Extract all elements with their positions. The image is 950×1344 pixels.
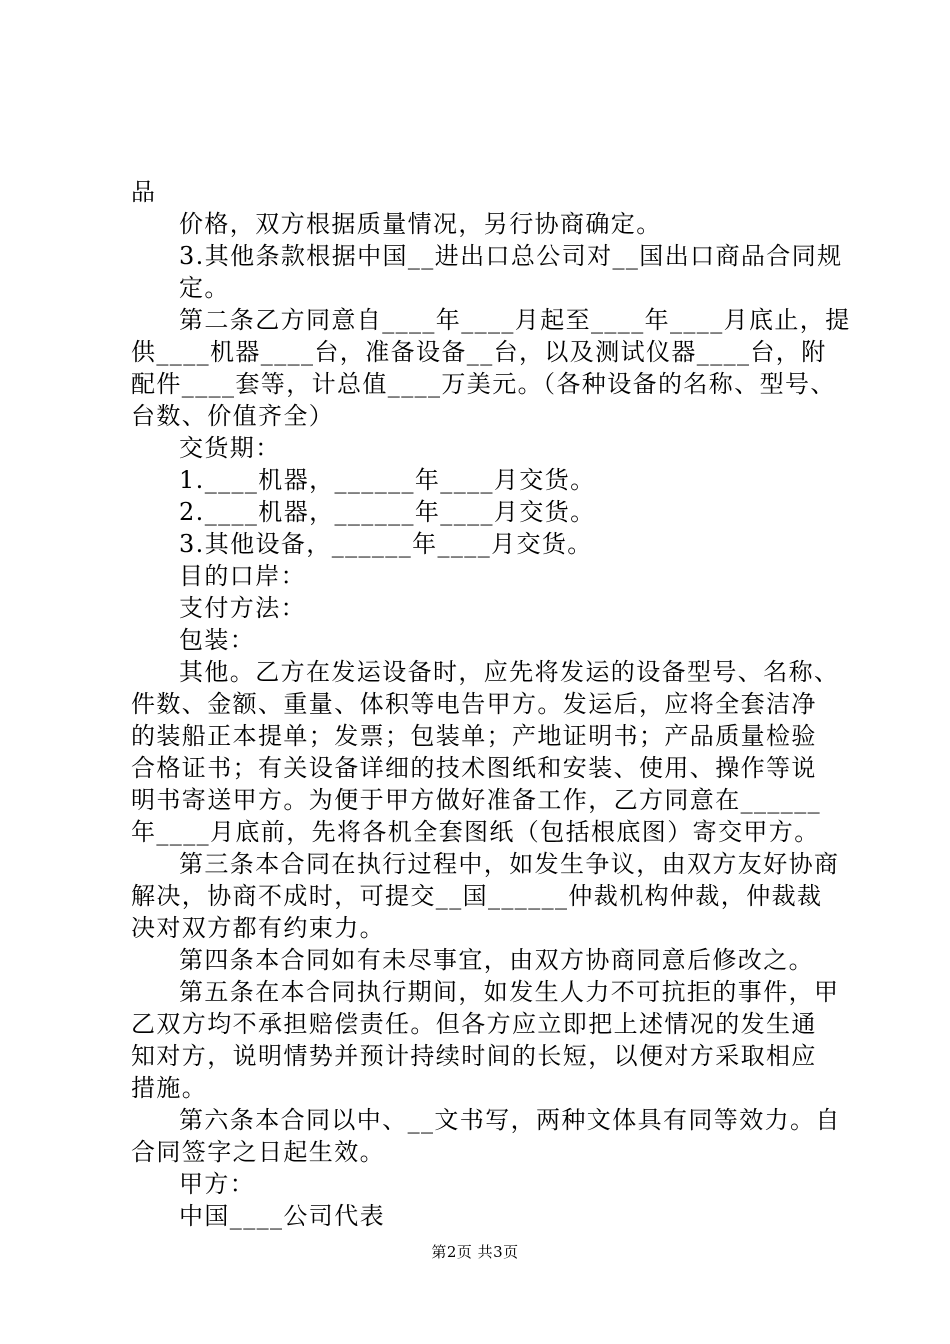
contract-line: 第六条本合同以中、__文书写，两种文体具有同等效力。自 [179,1106,841,1134]
contract-line: 的装船正本提单；发票；包装单；产地证明书；产品质量检验 [131,722,817,750]
contract-line: 知对方，说明情势并预计持续时间的长短，以便对方采取相应 [131,1042,817,1070]
contract-line: 供____机器____台，准备设备__台，以及测试仪器____台，附 [131,338,827,366]
contract-line: 交货期： [179,434,281,462]
contract-line: 件数、金额、重量、体积等电告甲方。发运后，应将全套洁净 [131,690,817,718]
contract-line: 目的口岸： [179,562,306,590]
contract-line: 第三条本合同在执行过程中，如发生争议，由双方友好协商 [179,850,840,878]
contract-line: 3.其他设备，______年____月交货。 [179,530,593,558]
contract-line: 解决，协商不成时，可提交__国______仲裁机构仲裁，仲裁裁 [131,882,823,910]
contract-line: 品 [131,178,157,206]
contract-body [131,176,851,1232]
contract-line: 年____月底前，先将各机全套图纸（包括根底图）寄交甲方。 [131,818,820,846]
contract-line: 乙双方均不承担赔偿责任。但各方应立即把上述情况的发生通 [131,1010,817,1038]
contract-line: 定。 [179,274,230,302]
page-number-footer: 第2页 共3页 [431,1243,519,1261]
contract-line: 第四条本合同如有未尽事宜，由双方协商同意后修改之。 [179,946,814,974]
contract-line: 3.其他条款根据中国__进出口总公司对__国出口商品合同规 [179,242,843,270]
contract-line: 中国____公司代表 [179,1202,385,1230]
contract-line: 台数、价值齐全） [131,402,335,430]
contract-line: 1.____机器，______年____月交货。 [179,466,596,494]
contract-line: 合格证书；有关设备详细的技术图纸和安装、使用、操作等说 [131,754,817,782]
contract-line: 甲方： [179,1170,256,1198]
contract-line: 支付方法： [179,594,306,622]
contract-line: 配件____套等，计总值____万美元。（各种设备的名称、型号、 [131,370,836,398]
contract-line: 包装： [179,626,256,654]
contract-line: 明书寄送甲方。为便于甲方做好准备工作，乙方同意在______ [131,786,821,814]
contract-line: 第二条乙方同意自____年____月起至____年____月底止，提 [179,306,851,334]
contract-line: 价格，双方根据质量情况，另行协商确定。 [179,210,662,238]
contract-line: 第五条在本合同执行期间，如发生人力不可抗拒的事件，甲 [179,978,840,1006]
contract-line: 决对双方都有约束力。 [131,914,385,942]
contract-line: 其他。乙方在发运设备时，应先将发运的设备型号、名称、 [179,658,840,686]
contract-line: 合同签字之日起生效。 [131,1138,385,1166]
contract-line: 措施。 [131,1074,208,1102]
contract-line: 2.____机器，______年____月交货。 [179,498,596,526]
